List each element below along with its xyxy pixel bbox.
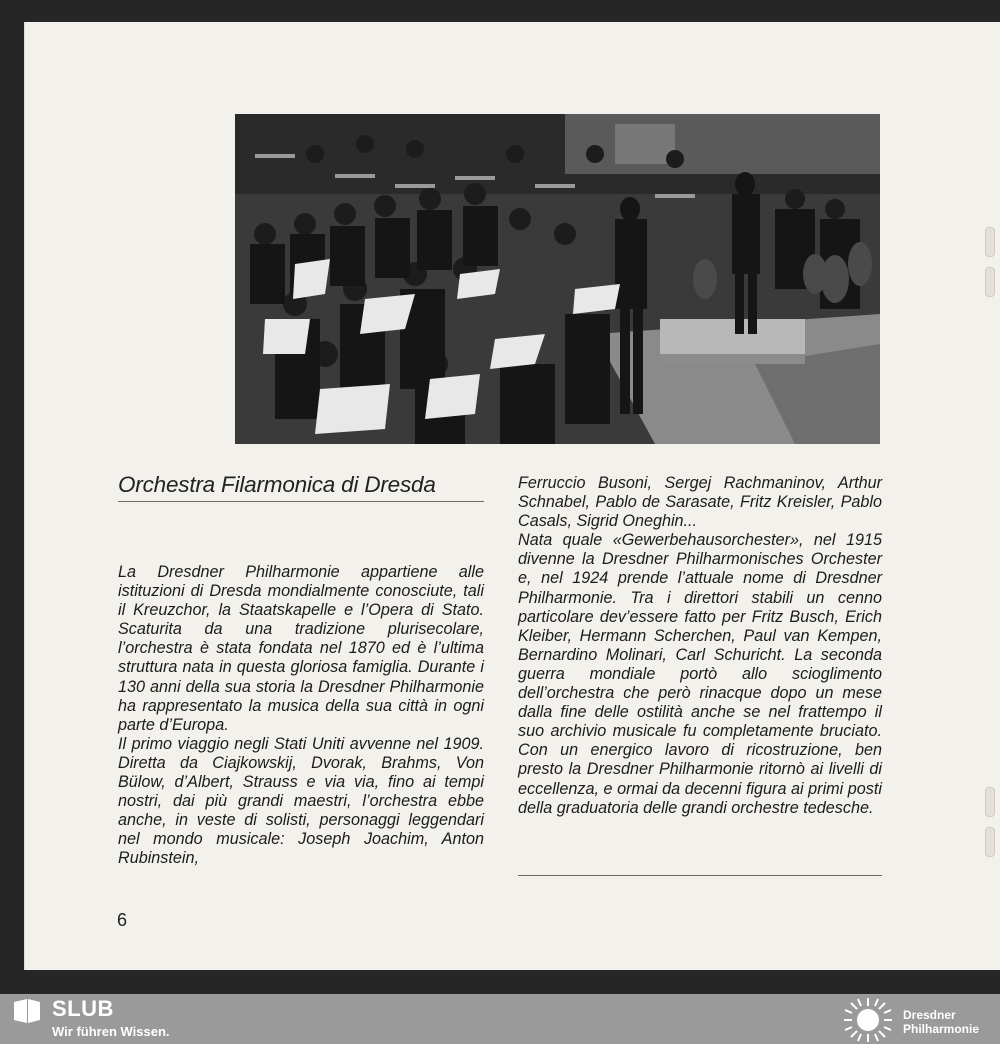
binding-hole (985, 787, 995, 817)
footer-bar (0, 994, 1000, 1044)
document-page (24, 22, 1000, 970)
paragraph: Nata quale «Gewerbehausorchester», nel 1915 divenne la Dresdner Philharmonisches Orchester e, nel 1924 prende l’attuale nome di Dresdner Philharmonie. Tra i direttori stabili un cenno particolare dev’essere fatto per Fritz Busch, Erich Kleiber, Hermann Scherchen, Paul van Kempen, Bernardino Molinari, Carl Schuricht. La seconda guerra mondiale portò allo scioglimento dell’orchestra che però rinacque dopo un mese dalla fine delle ostilità anche se nel frattempo il suo archivio musicale fu completamente bruciato. Con un energico lavoro di ricostruzione, ben presto la Dresdner Philharmonie ritornò ai livelli di eccellenza, e ormai da decenni figura ai primi posti della graduatoria delle grandi orchestre tedesche. (518, 531, 882, 817)
text-column-right (518, 474, 882, 818)
partner-line: Philharmonie (903, 1022, 980, 1036)
binding-hole (985, 267, 995, 297)
slub-tagline: Wir führen Wissen. (52, 1024, 170, 1039)
slub-book-icon (12, 998, 42, 1024)
paragraph: Il primo viaggio negli Stati Uniti avvenne nel 1909. Diretta da Ciajkowskij, Dvorak, Brahms, Von Bülow, d’Albert, Strauss e via via, fino ai tempi nostri, dai più grandi maestri, l’orchestra ebbe anche, in veste di solisti, personaggi leggendari nel mondo musicale: Joseph Joachim, Anton Rubinstein, (118, 734, 484, 868)
orchestra-photo (235, 114, 880, 444)
partner-line: Dresdner (903, 1008, 956, 1022)
article-title: Orchestra Filarmonica di Dresda (118, 472, 436, 497)
title-underline (118, 501, 484, 502)
text-column-left (118, 563, 484, 869)
column-end-rule (518, 875, 882, 876)
binding-hole (985, 827, 995, 857)
dresdner-philharmonie-text (903, 1008, 979, 1036)
slub-logo-text[interactable]: SLUB (52, 996, 114, 1021)
paragraph: Ferruccio Busoni, Sergej Rachmaninov, Arthur Schnabel, Pablo de Sarasate, Fritz Kreisler, Pablo Casals, Sigrid Oneghin... (518, 474, 882, 531)
paragraph: La Dresdner Philharmonie appartiene alle istituzioni di Dresda mondialmente conosciute, tali il Kreuzchor, la Staatskapelle e l’Opera di Stato. Scaturita da una tradizione plurisecolare, l’orchestra è stata fondata nel 1870 ed è l’ultima struttura nata in questa gloriosa famiglia. Durante i 130 anni della sua storia la Dresdner Philharmonie ha rappresentato la musica della sua città in ogni parte d’Europa. (118, 563, 484, 734)
dresdner-philharmonie-logo-icon (842, 996, 894, 1044)
page-number: 6 (117, 910, 128, 930)
binding-hole (985, 227, 995, 257)
